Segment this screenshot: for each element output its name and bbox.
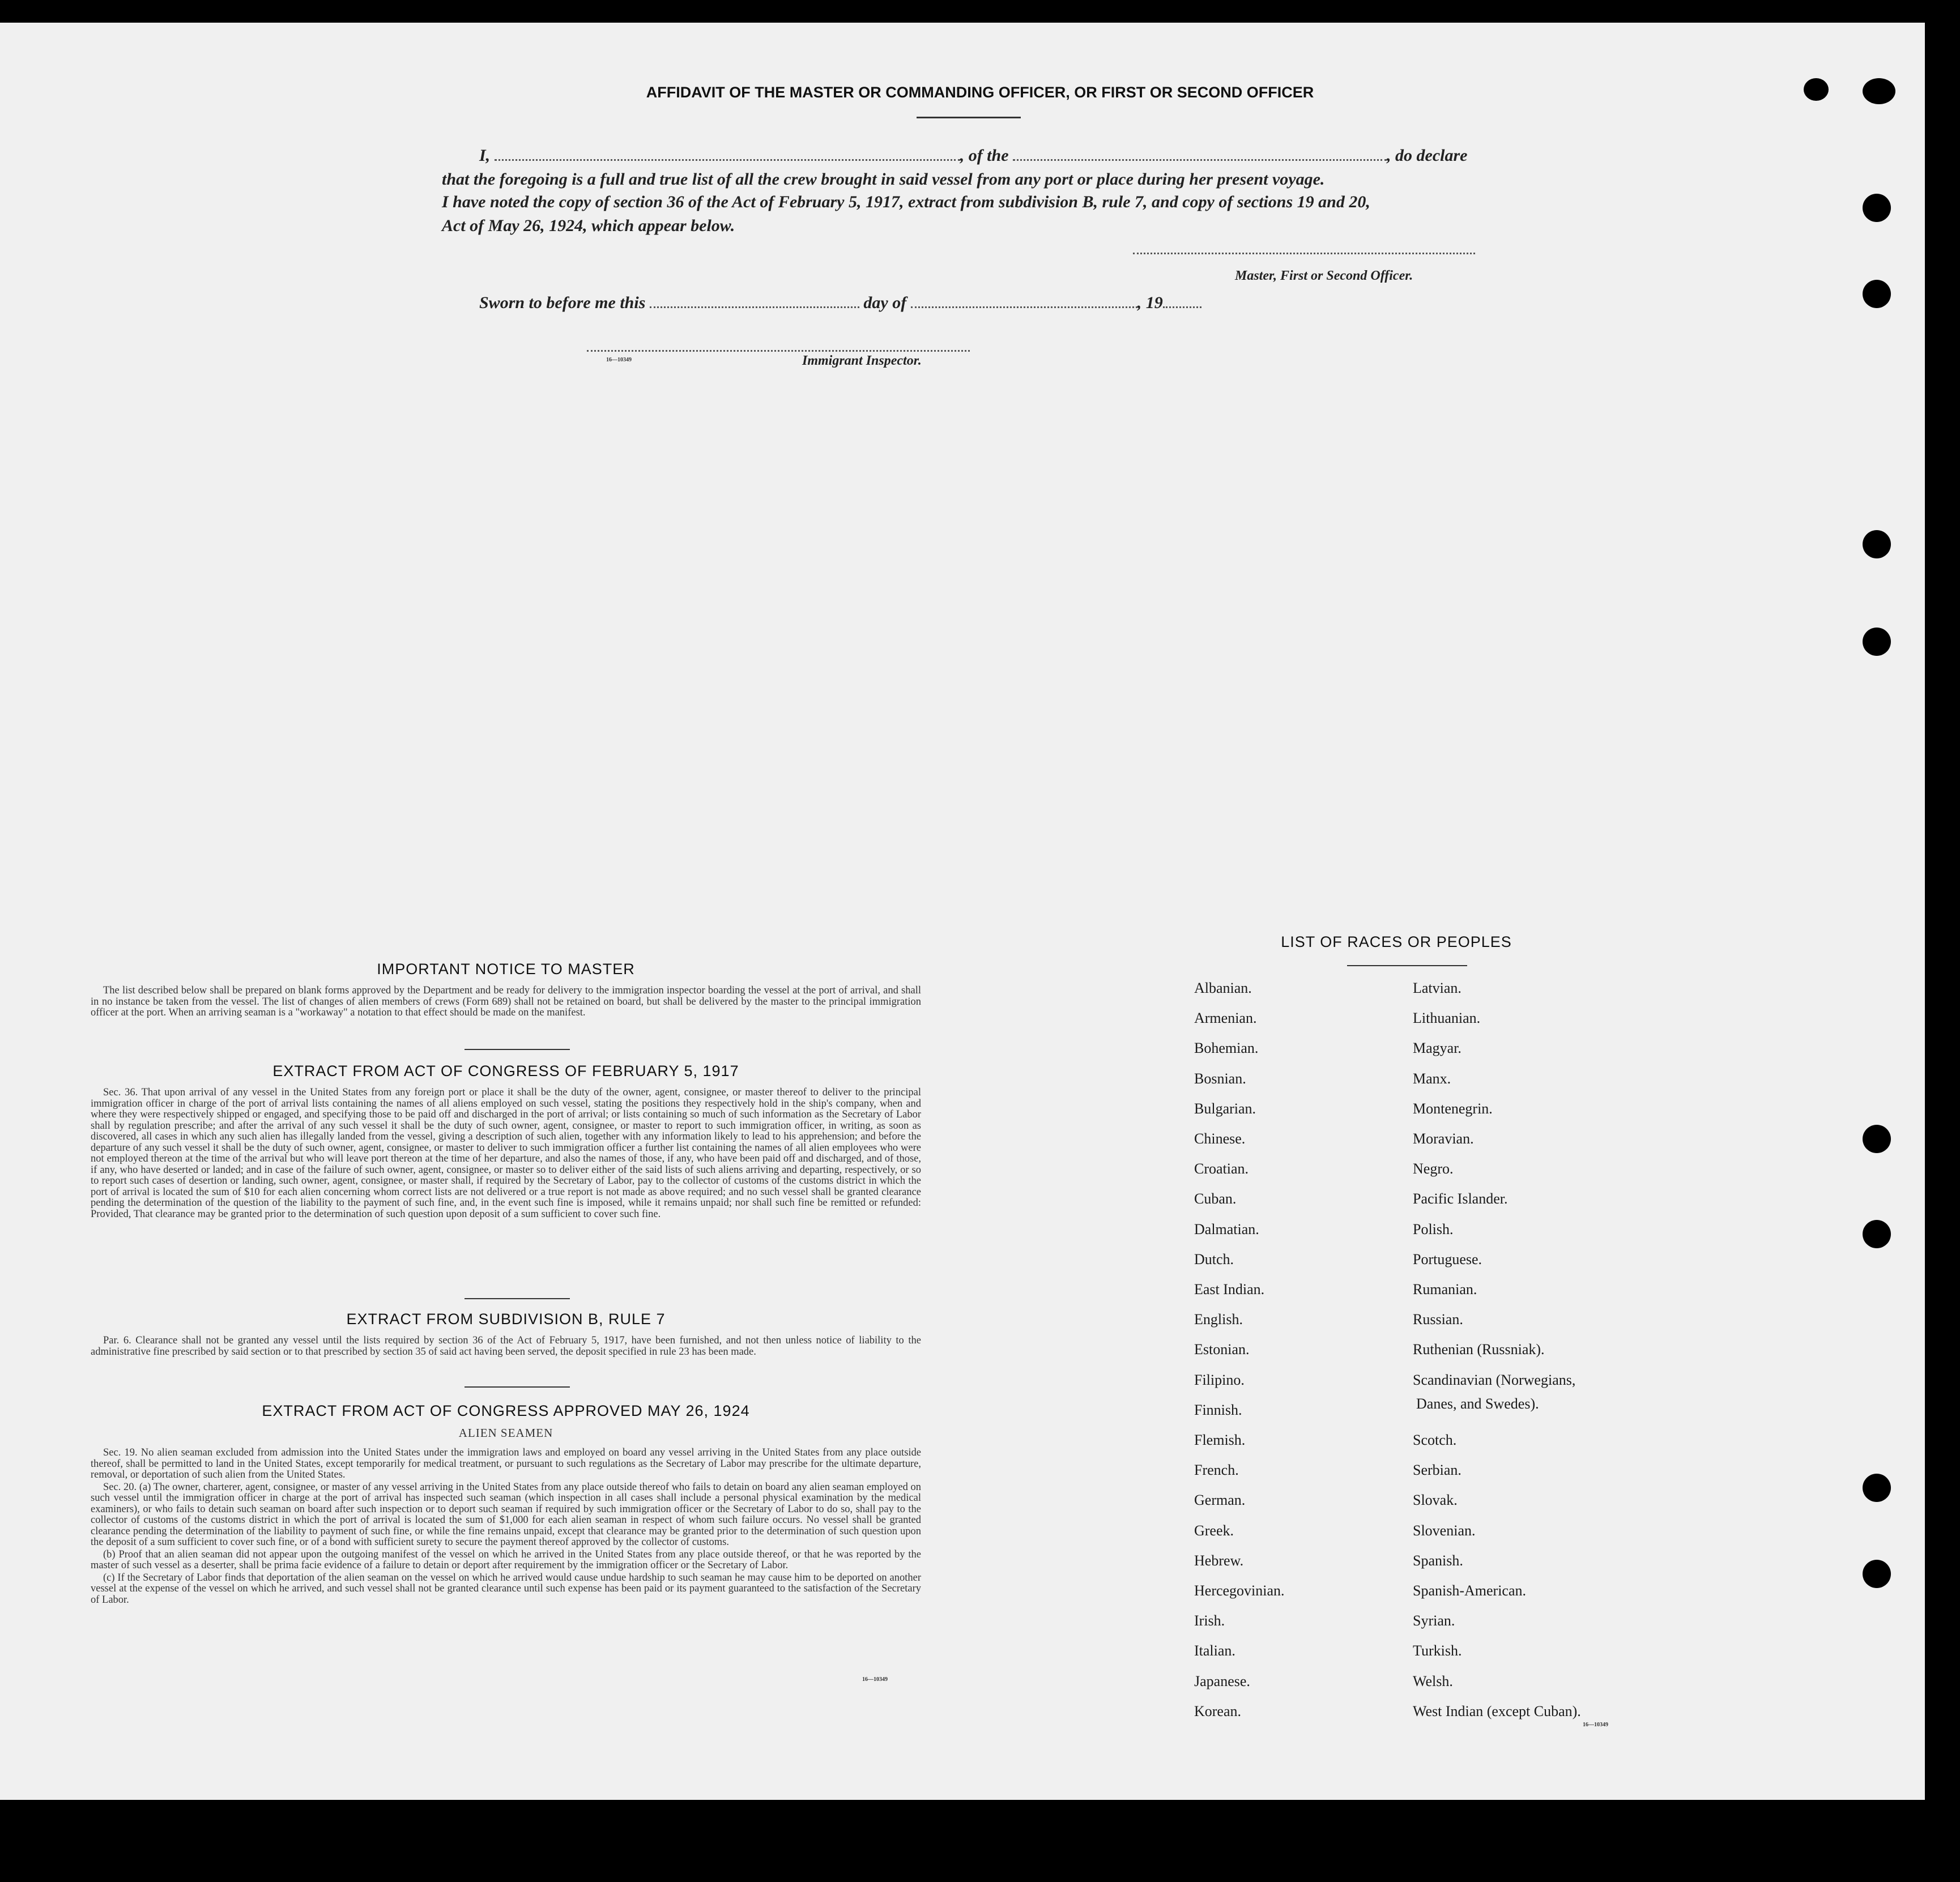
sec-20b-paragraph: (b) Proof that an alien seaman did not appear upon the outgoing manifest of the vessel on which he arrived in the United States from any place outside thereof, or that he was reported by the master of such vessel as a deserter, shall be prima facie evidence of a failure to detain or deport after requirement by the immigration officer or the Secretary of Labor. xyxy=(91,1548,921,1571)
declarant-name-field[interactable] xyxy=(495,159,960,161)
sworn-month-field[interactable] xyxy=(911,306,1137,308)
race-item: Slovenian. xyxy=(1413,1522,1476,1539)
extract-1917-text xyxy=(91,1087,921,1281)
race-item: French. xyxy=(1194,1462,1239,1479)
race-item: Hercegovinian. xyxy=(1194,1582,1285,1599)
divider xyxy=(917,117,1021,118)
race-item: West Indian (except Cuban). xyxy=(1413,1702,1581,1719)
race-item: Bulgarian. xyxy=(1194,1100,1256,1117)
race-item: Danes, and Swedes). xyxy=(1416,1396,1539,1412)
race-item: Latvian. xyxy=(1413,980,1462,996)
race-item: East Indian. xyxy=(1194,1281,1265,1298)
master-signature-label: Master, First or Second Officer. xyxy=(1235,268,1413,283)
race-item: Manx. xyxy=(1413,1070,1451,1087)
punch-hole xyxy=(1863,1474,1891,1502)
notice-text xyxy=(91,985,921,1031)
notice-paragraph: The list described below shall be prepared on blank forms approved by the Department and be ready for delivery to the immigration inspector boarding the vessel at the port of arrival, and shall in no instance be taken from the vessel. The list of changes of alien members of crews (Form 689) shall not be retained on board, but shall be delivered by the master to the principal immigration officer at the port. When an arriving seaman is a "workaway" a notation to that effect should be made on the manifest. xyxy=(91,985,921,1018)
race-item: Spanish. xyxy=(1413,1552,1463,1569)
race-item: Finnish. xyxy=(1194,1401,1242,1418)
affidavit-title: AFFIDAVIT OF THE MASTER OR COMMANDING OFFICER, OR FIRST OR SECOND OFFICER xyxy=(646,84,1314,101)
vessel-name-field[interactable] xyxy=(1013,159,1387,161)
divider xyxy=(465,1386,570,1388)
vessel-prefix: , of the xyxy=(960,146,1009,165)
form-number: 16—10349 xyxy=(862,1676,888,1683)
extract-1917-title: EXTRACT FROM ACT OF CONGRESS OF FEBRUARY 5, 1917 xyxy=(272,1062,739,1079)
notice-title: IMPORTANT NOTICE TO MASTER xyxy=(377,961,635,978)
race-item: Portuguese. xyxy=(1413,1251,1482,1268)
divider xyxy=(1347,965,1467,966)
declaration-body-2: that the foregoing is a full and true list of all the crew brought in said vessel from any port or place during her present voyage. xyxy=(442,170,1325,189)
race-item: Croatian. xyxy=(1194,1160,1249,1177)
race-item: Chinese. xyxy=(1194,1130,1246,1147)
race-item: Flemish. xyxy=(1194,1432,1246,1448)
form-number: 16—10349 xyxy=(606,357,632,363)
sec-36-paragraph: Sec. 36. That upon arrival of any vessel in the United States from any foreign port or place it shall be the duty of the owner, agent, consignee, or master thereof to deliver to the principal immigration officer in charge of the port of arrival lists containing the names of all aliens employed on such vessel, stating the positions they respectively hold in the ship's company, when and where they were respectively shipped or engaged, and specifying those to be paid off and discharged in the port of arrival; or lists containing so much of such information as the Secretary of Labor shall by regulation prescribe; and after the arrival of any such vessel it shall be the duty of such owner, agent, consignee, or master to report to such immigration officer, in writing, as soon as discovered, all cases in which any such alien has illegally landed from the vessel, giving a description of such alien, together with any information likely to lead to his apprehension; and before the departure of any such vessel it shall be the duty of such owner, agent, consignee, or master to deliver to such immigration officer a further list containing the names of all alien employees who were not employed thereon at the time of the arrival but who will leave port thereon at the time of her departure, and also the names of those, if any, who have been paid off and discharged, and of those, if any, who have deserted or landed; and in case of the failure of such owner, agent, consignee, or master so to deliver either of the said lists of such aliens arriving and departing, respectively, or so to report such cases of desertion or landing, such owner, agent, consignee, or master shall, if required by the Secretary of Labor, pay to the collector of customs of the customs district in which the port of arrival is located the sum of $10 for each alien concerning whom correct lists are not delivered or a true report is not made as above required; and no such vessel shall be granted clearance pending the determination of the question of the liability to the payment of such fine, and, in the event such fine is imposed, while it remains unpaid; nor shall such fine be remitted or refunded: Provided, That clearance may be granted prior to the determination of such question upon deposit of a sum sufficient to cover such fine. xyxy=(91,1087,921,1220)
punch-hole xyxy=(1863,628,1891,656)
race-item: Estonian. xyxy=(1194,1341,1250,1358)
race-item: English. xyxy=(1194,1311,1243,1328)
race-item: Albanian. xyxy=(1194,980,1252,996)
sworn-year-field[interactable] xyxy=(1163,306,1201,308)
day-of-label: day of xyxy=(863,293,907,312)
sec-20a-paragraph: Sec. 20. (a) The owner, charterer, agent, consignee, or master of any vessel arriving in the United States from any place outside thereof who fails to detain on board any alien seaman employed on such vessel until the immigration officer in charge at the port of arrival has inspected such seaman (which inspection in all cases shall include a personal physical examination by the medical examiners), or who fails to detain such seaman on board after such inspection or to deport such seaman if required by such immigration officer or the Secretary of Labor to do so, shall pay to the collector of customs of the customs district in which the port of arrival is located the sum of $1,000 for each alien seaman in respect of whom such failure occurs. No vessel shall be granted clearance pending the determination of the liability to payment of such fine, or while the fine remains unpaid, except that clearance may be granted prior to the determination of such question upon the deposit of a sum sufficient to cover such fine, or of a bond with sufficient surety to secure the payment thereof approved by the collector of customs. xyxy=(91,1481,921,1548)
race-item: Syrian. xyxy=(1413,1612,1455,1629)
race-item: Rumanian. xyxy=(1413,1281,1477,1298)
sworn-day-field[interactable] xyxy=(650,306,859,308)
race-item: German. xyxy=(1194,1492,1246,1509)
rule-7-text xyxy=(91,1335,921,1369)
declarant-prefix: I, xyxy=(479,146,491,165)
race-item: Pacific Islander. xyxy=(1413,1190,1508,1207)
races-title: LIST OF RACES OR PEOPLES xyxy=(1281,933,1512,950)
race-item: Spanish-American. xyxy=(1413,1582,1527,1599)
divider xyxy=(465,1298,570,1299)
race-item: Turkish. xyxy=(1413,1642,1462,1659)
year-label: , 19 xyxy=(1137,293,1163,312)
race-item: Ruthenian (Russniak). xyxy=(1413,1341,1545,1358)
race-item: Magyar. xyxy=(1413,1040,1462,1057)
race-item: Welsh. xyxy=(1413,1672,1453,1689)
punch-hole xyxy=(1863,1560,1891,1588)
sworn-line xyxy=(479,293,1201,313)
inspector-label: Immigrant Inspector. xyxy=(802,353,922,368)
race-item: Serbian. xyxy=(1413,1462,1462,1479)
race-item: Dalmatian. xyxy=(1194,1220,1259,1237)
punch-hole xyxy=(1863,194,1891,222)
punch-hole xyxy=(1863,530,1891,558)
inspector-signature-field[interactable] xyxy=(587,350,970,352)
race-item: Moravian. xyxy=(1413,1130,1474,1147)
race-item: Cuban. xyxy=(1194,1190,1237,1207)
punch-hole xyxy=(1863,1125,1891,1153)
sec-19-paragraph: Sec. 19. No alien seaman excluded from admission into the United States under the immigration laws and employed on board any vessel arriving in the United States from any place outside thereof, shall be permitted to land in the United States, except temporarily for medical treatment, or pursuant to such regulations as the Secretary of Labor may prescribe for the ultimate departure, removal, or deportation of such alien from the United States. xyxy=(91,1448,921,1480)
race-item: Russian. xyxy=(1413,1311,1463,1328)
race-item: Filipino. xyxy=(1194,1371,1245,1388)
race-item: Italian. xyxy=(1194,1642,1235,1659)
race-item: Hebrew. xyxy=(1194,1552,1244,1569)
race-item: Korean. xyxy=(1194,1702,1242,1719)
par-6-paragraph: Par. 6. Clearance shall not be granted any vessel until the lists required by section 36 of the Act of February 5, 1917, have been furnished, and not then unless notice of liability to the administrative fine prescribed by said section or to that prescribed by section 35 of said act having been served, the deposit specified in rule 23 has been made. xyxy=(91,1335,921,1358)
declaration-line xyxy=(479,146,1467,165)
sworn-label: Sworn to before me this xyxy=(479,293,646,312)
race-item: Slovak. xyxy=(1413,1492,1458,1509)
punch-hole xyxy=(1863,1220,1891,1248)
race-item: Scandinavian (Norwegians, xyxy=(1413,1371,1576,1388)
race-item: Lithuanian. xyxy=(1413,1010,1481,1027)
race-item: Armenian. xyxy=(1194,1010,1257,1027)
race-item: Bosnian. xyxy=(1194,1070,1246,1087)
race-item: Japanese. xyxy=(1194,1672,1250,1689)
race-item: Bohemian. xyxy=(1194,1040,1259,1057)
declaration-body-3: I have noted the copy of section 36 of the Act of February 5, 1917, extract from subdivision B, rule 7, and copy of sections 19 and 20, xyxy=(442,193,1370,211)
form-number: 16—10349 xyxy=(1583,1722,1608,1728)
sec-20c-paragraph: (c) If the Secretary of Labor finds that deportation of the alien seaman on the vessel on which he arrived would cause undue hardship to such seaman he may cause him to be deported on another vessel at the expense of the vessel on which he arrived, and such vessel shall not be granted clearance until such expense has been paid or its payment guaranteed to the satisfaction of the Secretary of Labor. xyxy=(91,1572,921,1606)
extract-1924-text xyxy=(91,1448,921,1674)
race-item: Dutch. xyxy=(1194,1251,1234,1268)
master-signature-field[interactable] xyxy=(1133,253,1475,254)
race-item: Polish. xyxy=(1413,1220,1454,1237)
declare-suffix: , do declare xyxy=(1387,146,1468,165)
alien-seamen-subtitle: ALIEN SEAMEN xyxy=(458,1426,553,1440)
declaration-body-4: Act of May 26, 1924, which appear below. xyxy=(442,216,735,235)
race-item: Greek. xyxy=(1194,1522,1234,1539)
race-item: Scotch. xyxy=(1413,1432,1457,1448)
divider xyxy=(465,1049,570,1050)
race-item: Montenegrin. xyxy=(1413,1100,1493,1117)
race-item: Negro. xyxy=(1413,1160,1454,1177)
race-item: Irish. xyxy=(1194,1612,1225,1629)
rule-7-title: EXTRACT FROM SUBDIVISION B, RULE 7 xyxy=(346,1311,666,1328)
extract-1924-title: EXTRACT FROM ACT OF CONGRESS APPROVED MAY 26, 1924 xyxy=(262,1402,750,1419)
punch-hole xyxy=(1863,280,1891,308)
